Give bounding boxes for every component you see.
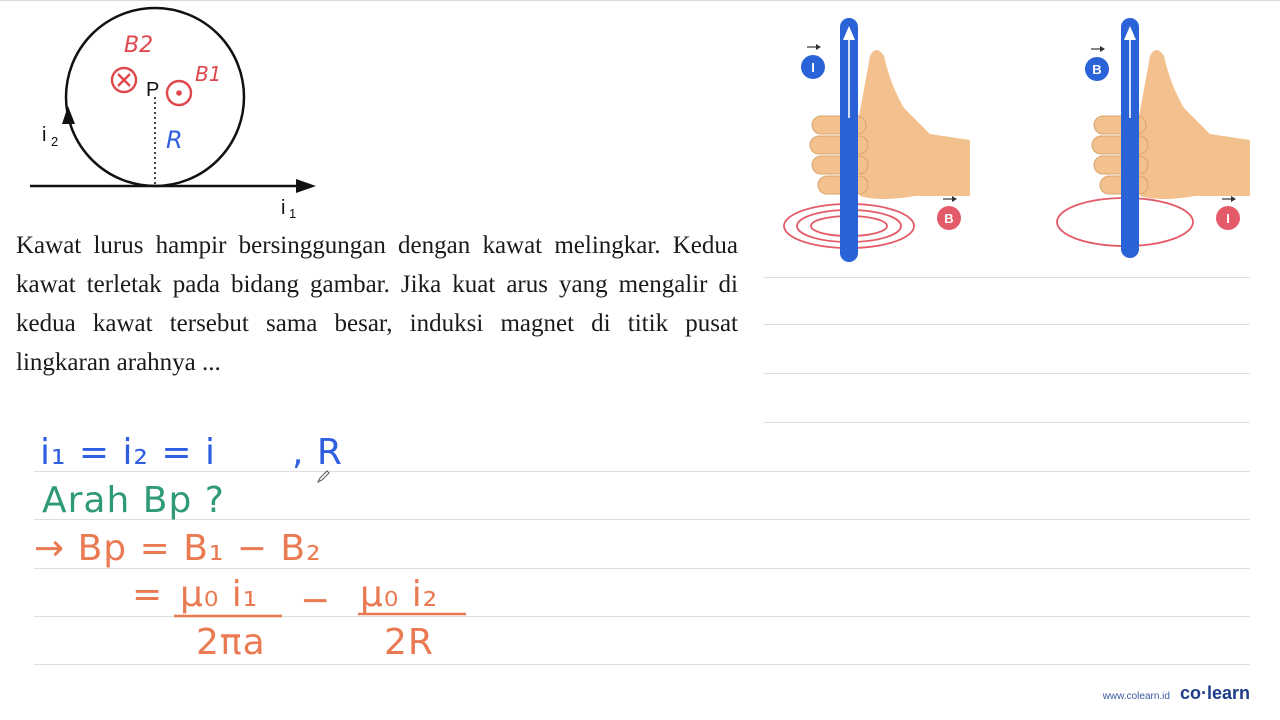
into-page-icon xyxy=(112,68,136,92)
right-hand-rule-loop xyxy=(1057,18,1250,258)
field-badge xyxy=(1085,46,1109,81)
wire-diagram xyxy=(30,8,316,221)
arrow-i1 xyxy=(296,179,316,193)
label-b2: B2 xyxy=(124,33,154,58)
handwritten-numerator-1: μ₀ i₁ xyxy=(180,574,259,615)
footer-url[interactable]: www.colearn.id xyxy=(1102,691,1170,702)
label-i2-sub: 2 xyxy=(51,134,59,149)
label-i2: i xyxy=(42,124,47,146)
brand-logo: co·learn xyxy=(1179,683,1250,703)
handwritten-given: i₁ = i₂ = i xyxy=(40,432,216,473)
right-hand-rule-straight-wire xyxy=(784,18,970,262)
handwritten-radius: , R xyxy=(292,432,343,473)
footer-branding xyxy=(1103,683,1250,704)
diagram-annotations xyxy=(112,33,221,154)
label-p: P xyxy=(146,79,160,101)
handwritten-numerator-2: μ₀ i₂ xyxy=(360,574,439,615)
handwritten-equation: → Bp = B₁ − B₂ xyxy=(34,528,322,569)
field-badge xyxy=(937,196,961,230)
current-badge xyxy=(1216,196,1240,230)
label-r: R xyxy=(166,126,183,154)
label-b1: B1 xyxy=(195,62,222,86)
label-i1: i xyxy=(281,197,286,219)
hand-illustration xyxy=(1092,50,1250,199)
pencil-icon xyxy=(316,470,330,484)
badge-b: B xyxy=(944,211,954,226)
handwritten-denominator-1: 2πa xyxy=(196,622,266,663)
handwritten-question: Arah Bp ? xyxy=(42,480,225,521)
out-of-page-icon xyxy=(167,81,191,105)
handwritten-equals: = xyxy=(132,574,164,615)
hand-illustration xyxy=(810,50,970,199)
label-i1-sub: 1 xyxy=(289,206,297,221)
badge-b: B xyxy=(1092,62,1102,77)
current-badge xyxy=(801,44,825,79)
handwritten-denominator-2: 2R xyxy=(384,622,434,663)
problem-statement: Kawat lurus hampir bersinggungan dengan kawat melingkar. Kedua kawat terletak pada bidang gambar. Jika kuat arus yang mengalir di kedua kawat tersebut sama besar, induksi magnet di titik pusat lingkaran arahnya ... xyxy=(16,232,738,376)
arrow-i2 xyxy=(62,106,75,124)
badge-i: I xyxy=(1226,211,1230,226)
badge-i: I xyxy=(811,60,815,75)
handwritten-minus: − xyxy=(300,580,332,621)
